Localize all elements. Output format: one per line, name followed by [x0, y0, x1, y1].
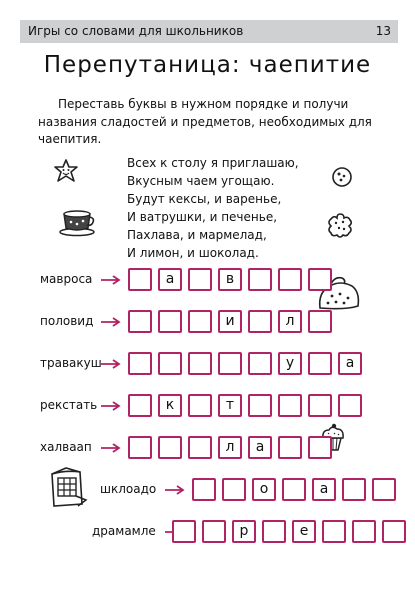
letter-cell[interactable] — [188, 268, 212, 291]
letter-cell[interactable] — [128, 352, 152, 375]
scrambled-word: рекстать — [40, 398, 98, 412]
letter-cell[interactable]: р — [232, 520, 256, 543]
letter-cell[interactable] — [158, 436, 182, 459]
arrow-right-icon — [100, 275, 122, 285]
letter-cell[interactable]: в — [218, 268, 242, 291]
letter-cell[interactable] — [308, 352, 332, 375]
scrambled-word: шклоадо — [100, 482, 157, 496]
header-title: Игры со словами для школьников — [28, 24, 244, 38]
letter-cell[interactable] — [192, 478, 216, 501]
letter-cell[interactable]: л — [218, 436, 242, 459]
poem — [127, 154, 347, 262]
letter-cell[interactable]: к — [158, 394, 182, 417]
poem-line: Будут кексы, и варенье, — [127, 192, 282, 206]
letter-cell[interactable]: л — [278, 310, 302, 333]
letter-cell[interactable]: а — [248, 436, 272, 459]
letter-cell[interactable] — [188, 436, 212, 459]
letter-cell[interactable] — [222, 478, 246, 501]
letter-cell[interactable] — [202, 520, 226, 543]
poem-line: Всех к столу я приглашаю, — [127, 156, 299, 170]
letter-cell[interactable] — [188, 394, 212, 417]
chocolate-bar-icon — [46, 466, 90, 508]
letter-cell[interactable] — [248, 352, 272, 375]
letter-cell[interactable]: а — [158, 268, 182, 291]
poem-line: Вкусным чаем угощаю. — [127, 174, 275, 188]
scrambled-word: травакуш — [40, 356, 102, 370]
poem-line: И ватрушки, и печенье, — [127, 210, 278, 224]
letter-cell[interactable] — [128, 310, 152, 333]
letter-cell[interactable] — [278, 268, 302, 291]
star-face-icon — [52, 158, 80, 184]
letter-cell[interactable] — [282, 478, 306, 501]
letter-cell[interactable]: а — [312, 478, 336, 501]
letter-cell[interactable]: т — [218, 394, 242, 417]
letter-cell[interactable]: о — [252, 478, 276, 501]
letter-cell[interactable] — [172, 520, 196, 543]
letter-cell[interactable] — [342, 478, 366, 501]
letter-cell[interactable]: е — [292, 520, 316, 543]
teacup-icon — [58, 206, 96, 236]
letter-cell[interactable]: и — [218, 310, 242, 333]
cookie-icon — [331, 166, 353, 188]
letter-cell[interactable] — [372, 478, 396, 501]
letter-cell[interactable] — [352, 520, 376, 543]
letter-cell[interactable] — [308, 310, 332, 333]
letter-cell[interactable] — [188, 310, 212, 333]
letter-cell[interactable]: у — [278, 352, 302, 375]
page-number: 13 — [375, 24, 391, 38]
arrow-right-icon — [100, 401, 122, 411]
flower-cookie-icon — [326, 212, 354, 240]
letter-cell[interactable] — [308, 268, 332, 291]
page-title: Перепутаница: чаепитие — [43, 52, 372, 78]
scrambled-word: драмамле — [92, 524, 156, 538]
letter-cell[interactable] — [278, 436, 302, 459]
letter-cell[interactable] — [278, 394, 302, 417]
letter-cell[interactable] — [158, 352, 182, 375]
letter-cell[interactable] — [128, 436, 152, 459]
poem-line: И лимон, и шоколад. — [127, 246, 259, 260]
arrow-right-icon — [100, 443, 122, 453]
instructions-text: Переставь буквы в нужном порядке и получи названия сладостей и предметов, необходимых для чаепития. — [38, 97, 372, 146]
letter-cell[interactable] — [308, 394, 332, 417]
letter-cell[interactable] — [248, 268, 272, 291]
letter-cell[interactable]: а — [338, 352, 362, 375]
letter-cell[interactable] — [188, 352, 212, 375]
letter-cell[interactable] — [248, 310, 272, 333]
letter-cell[interactable] — [262, 520, 286, 543]
letter-cell[interactable] — [322, 520, 346, 543]
letter-cell[interactable] — [128, 394, 152, 417]
letter-cell[interactable] — [338, 394, 362, 417]
arrow-right-icon — [164, 485, 186, 495]
arrow-right-icon — [100, 317, 122, 327]
letter-cell[interactable] — [158, 310, 182, 333]
letter-cell[interactable] — [382, 520, 406, 543]
letter-cell[interactable] — [128, 268, 152, 291]
scrambled-word: халваап — [40, 440, 92, 454]
letter-cell[interactable] — [248, 394, 272, 417]
letter-cell[interactable] — [308, 436, 332, 459]
arrow-right-icon — [100, 359, 122, 369]
letter-cell[interactable] — [218, 352, 242, 375]
scrambled-word: мавроса — [40, 272, 93, 286]
scrambled-word: половид — [40, 314, 94, 328]
poem-line: Пахлава, и мармелад, — [127, 228, 267, 242]
